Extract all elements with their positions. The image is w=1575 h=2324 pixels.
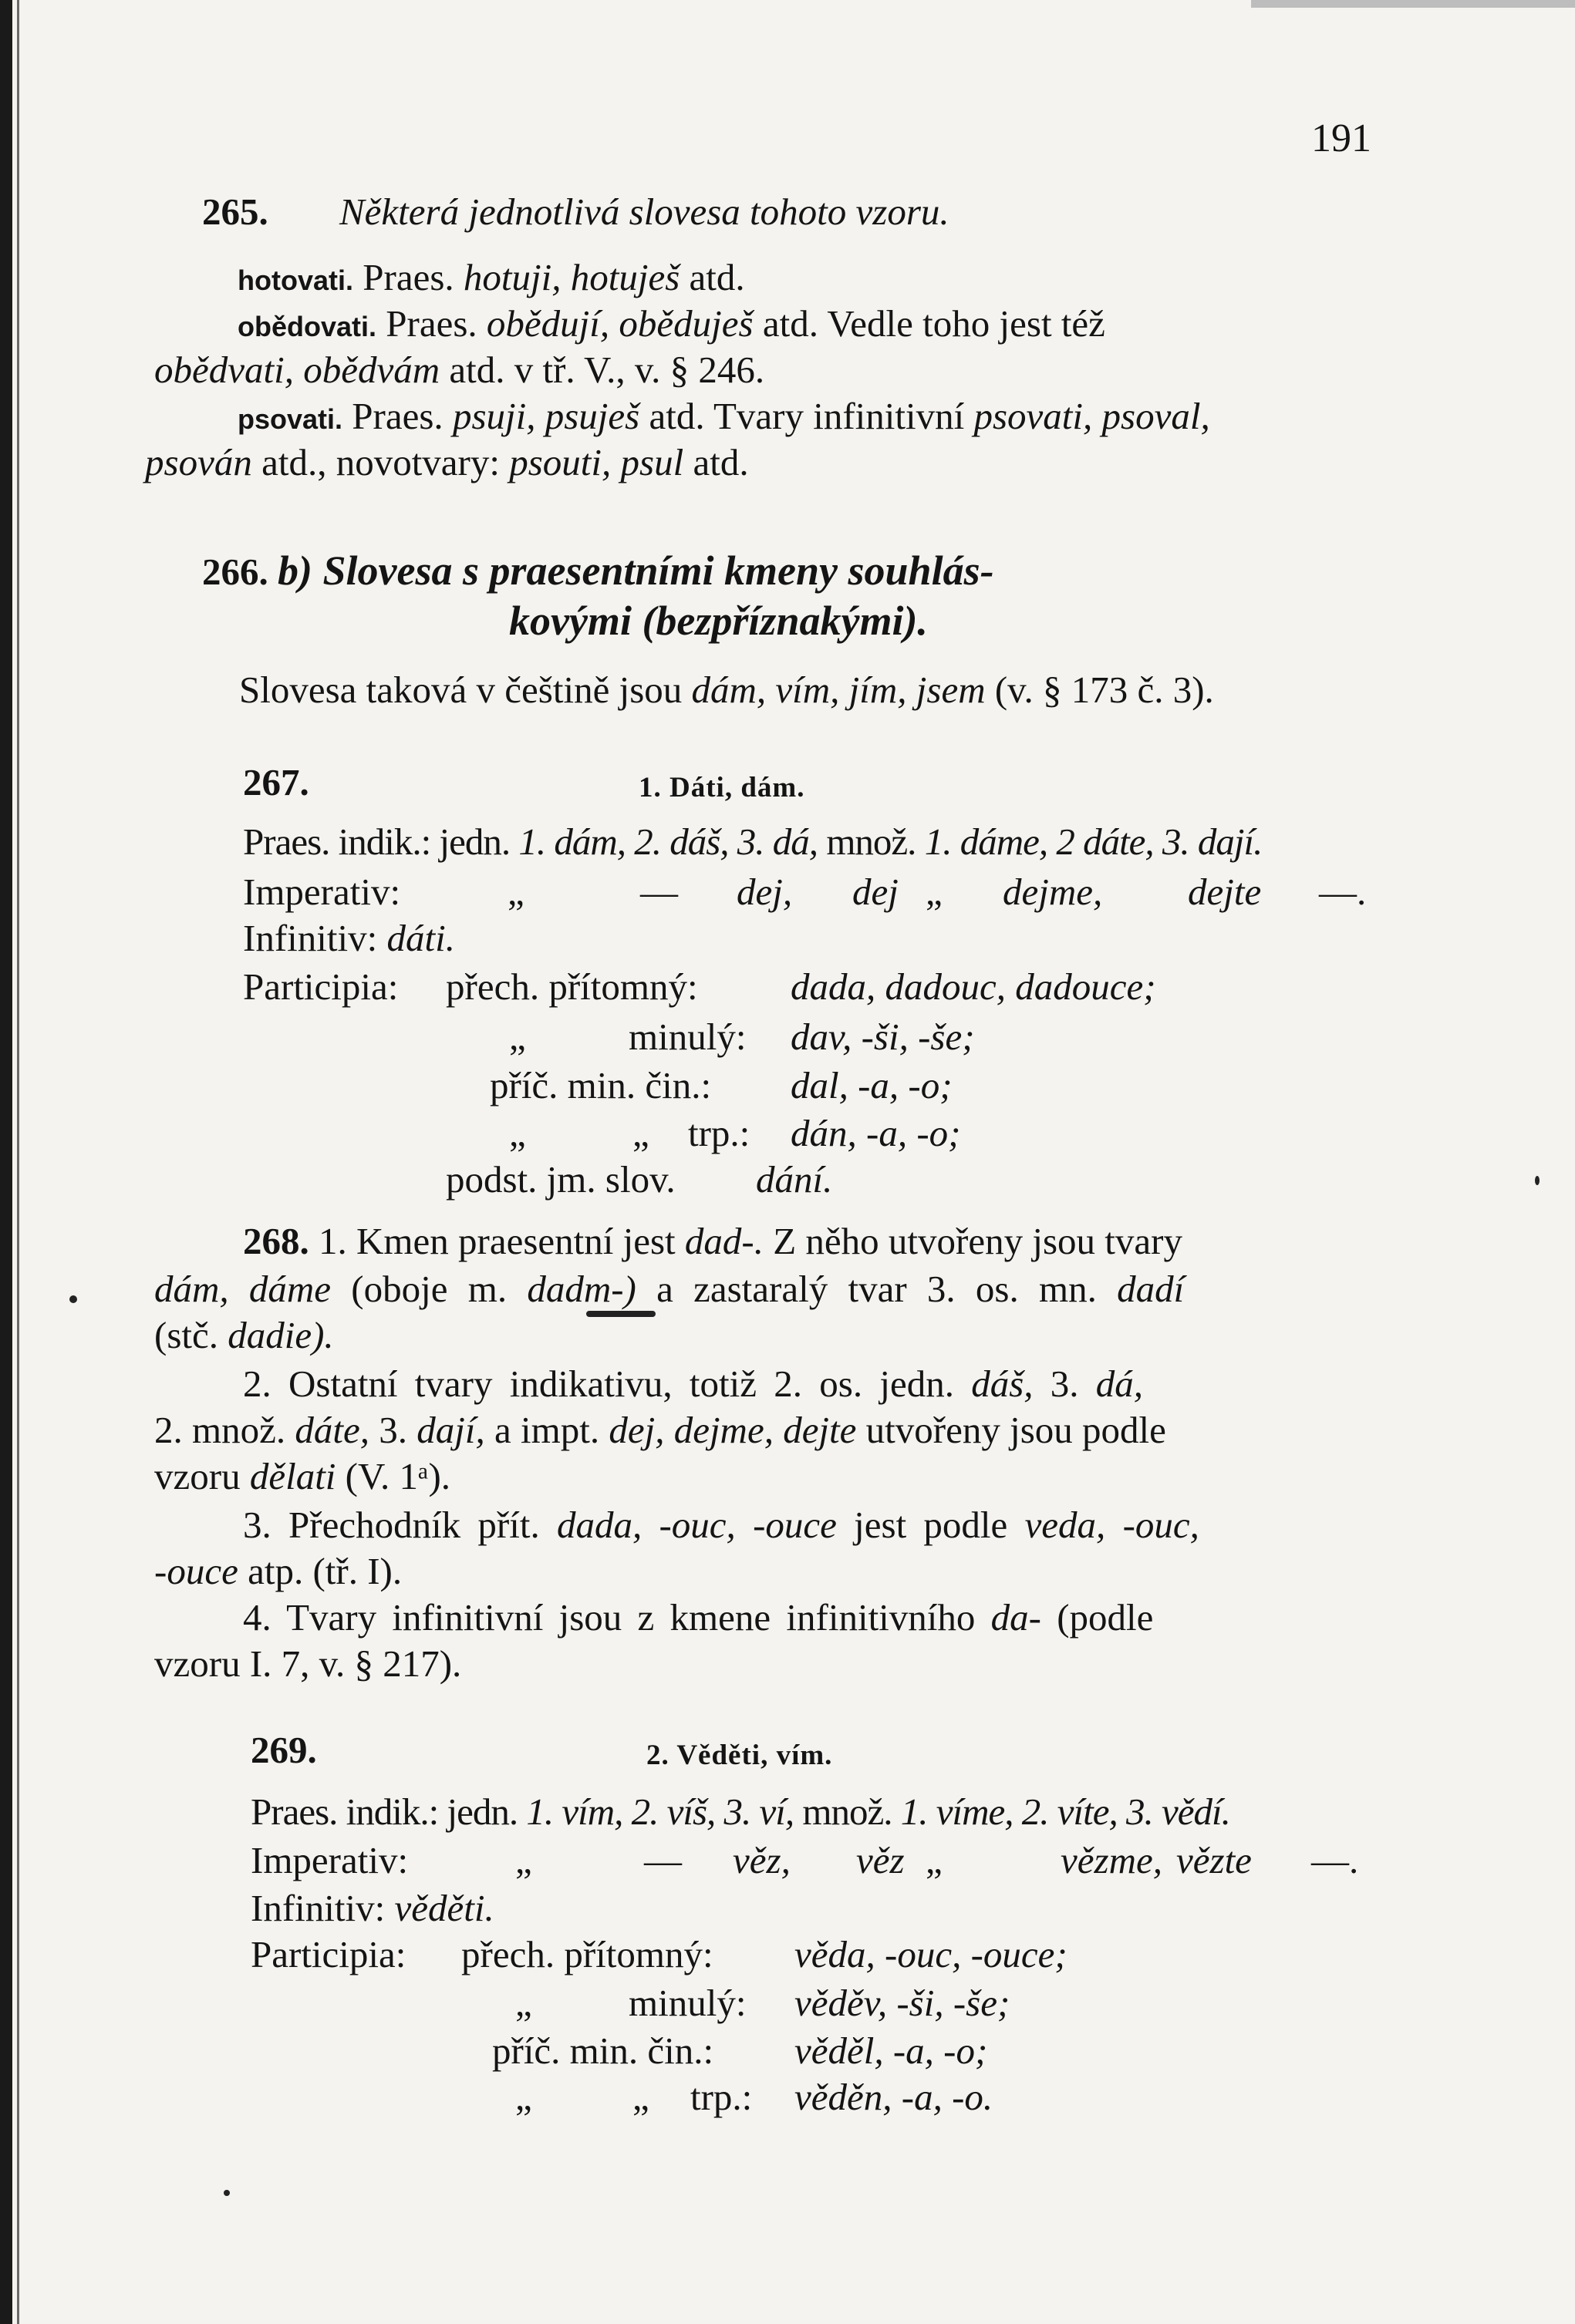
entry-obedovati-cont: obědvati, obědvám atd. v tř. V., v. § 246. (154, 349, 765, 391)
s269-infinitiv-line: Infinitiv: věděti. (251, 1887, 494, 1929)
ink-smudge (586, 1311, 656, 1317)
entry-obedovati: obědovati. Praes. obědují, oběduješ atd. Vedle toho jest též (238, 302, 1105, 345)
s268-p4-line1: 4. Tvary infinitivní jsou z kmene infinitivního da- (podle (243, 1596, 1154, 1639)
scan-speck (224, 2190, 230, 2196)
s268-p4-line2: vzoru I. 7, v. § 217). (154, 1642, 462, 1685)
scan-speck (69, 1295, 77, 1303)
entry-hotovati: hotovati. Praes. hotuji, hotuješ atd. (238, 256, 745, 298)
entry-psovati: psovati. Praes. psuji, psuješ atd. Tvary infinitivní psovati, psoval, (238, 395, 1210, 437)
s268-p2-line1: 2. Ostatní tvary indikativu, totiž 2. os. jedn. dáš, 3. dá, (243, 1362, 1144, 1405)
section-269-title: 2. Věděti, vím. (646, 1740, 833, 1771)
page-top-edge (1251, 0, 1575, 8)
section-266-text: Slovesa taková v češtině jsou dám, vím, jím, jsem (v. § 173 č. 3). (239, 669, 1214, 711)
entry-psovati-cont: psován atd., novotvary: psouti, psul atd. (145, 441, 749, 483)
section-267-number: 267. (243, 761, 309, 803)
s267-praes-line: Praes. indik.: jedn. 1. dám, 2. dáš, 3. dá, množ. 1. dáme, 2 dáte, 3. dají. (243, 820, 1263, 863)
section-267-title: 1. Dáti, dám. (639, 772, 805, 803)
section-266-heading-cont: kovými (bezpříznakými). (509, 598, 928, 644)
s268-p3-line1: 3. Přechodník přít. dada, -ouc, -ouce jest podle veda, -ouc, (243, 1504, 1199, 1546)
section-269-number: 269. (251, 1729, 317, 1771)
s268-p2-line2: 2. množ. dáte, 3. dají, a impt. dej, dejme, dejte utvořeny jsou podle (154, 1409, 1166, 1451)
s268-p2-line3: vzoru dělati (V. 1ᵃ). (154, 1455, 451, 1497)
page-binding-edge (0, 0, 12, 2324)
section-266-heading: 266. b) Slovesa s praesentními kmeny souhlás- (202, 547, 994, 594)
page-number: 191 (1311, 116, 1371, 160)
s268-p3-line2: -ouce atp. (tř. I). (154, 1550, 403, 1592)
s268-p1-line2: dám, dáme (oboje m. dadm-) a zastaralý tvar 3. os. mn. dadí (154, 1268, 1185, 1310)
s268-p1-line1: 268. 1. Kmen praesentní jest dad-. Z něho utvořeny jsou tvary (243, 1220, 1182, 1262)
section-265-heading: 265. Některá jednotlivá slovesa tohoto vzoru. (202, 190, 949, 233)
s269-praes-line: Praes. indik.: jedn. 1. vím, 2. víš, 3. ví, množ. 1. víme, 2. víte, 3. vědí. (251, 1790, 1230, 1833)
scan-speck (1535, 1176, 1540, 1185)
s268-p1-line3: (stč. dadie). (154, 1314, 334, 1356)
page-binding-line (17, 0, 19, 2324)
s267-infinitiv-line: Infinitiv: dáti. (243, 917, 455, 959)
